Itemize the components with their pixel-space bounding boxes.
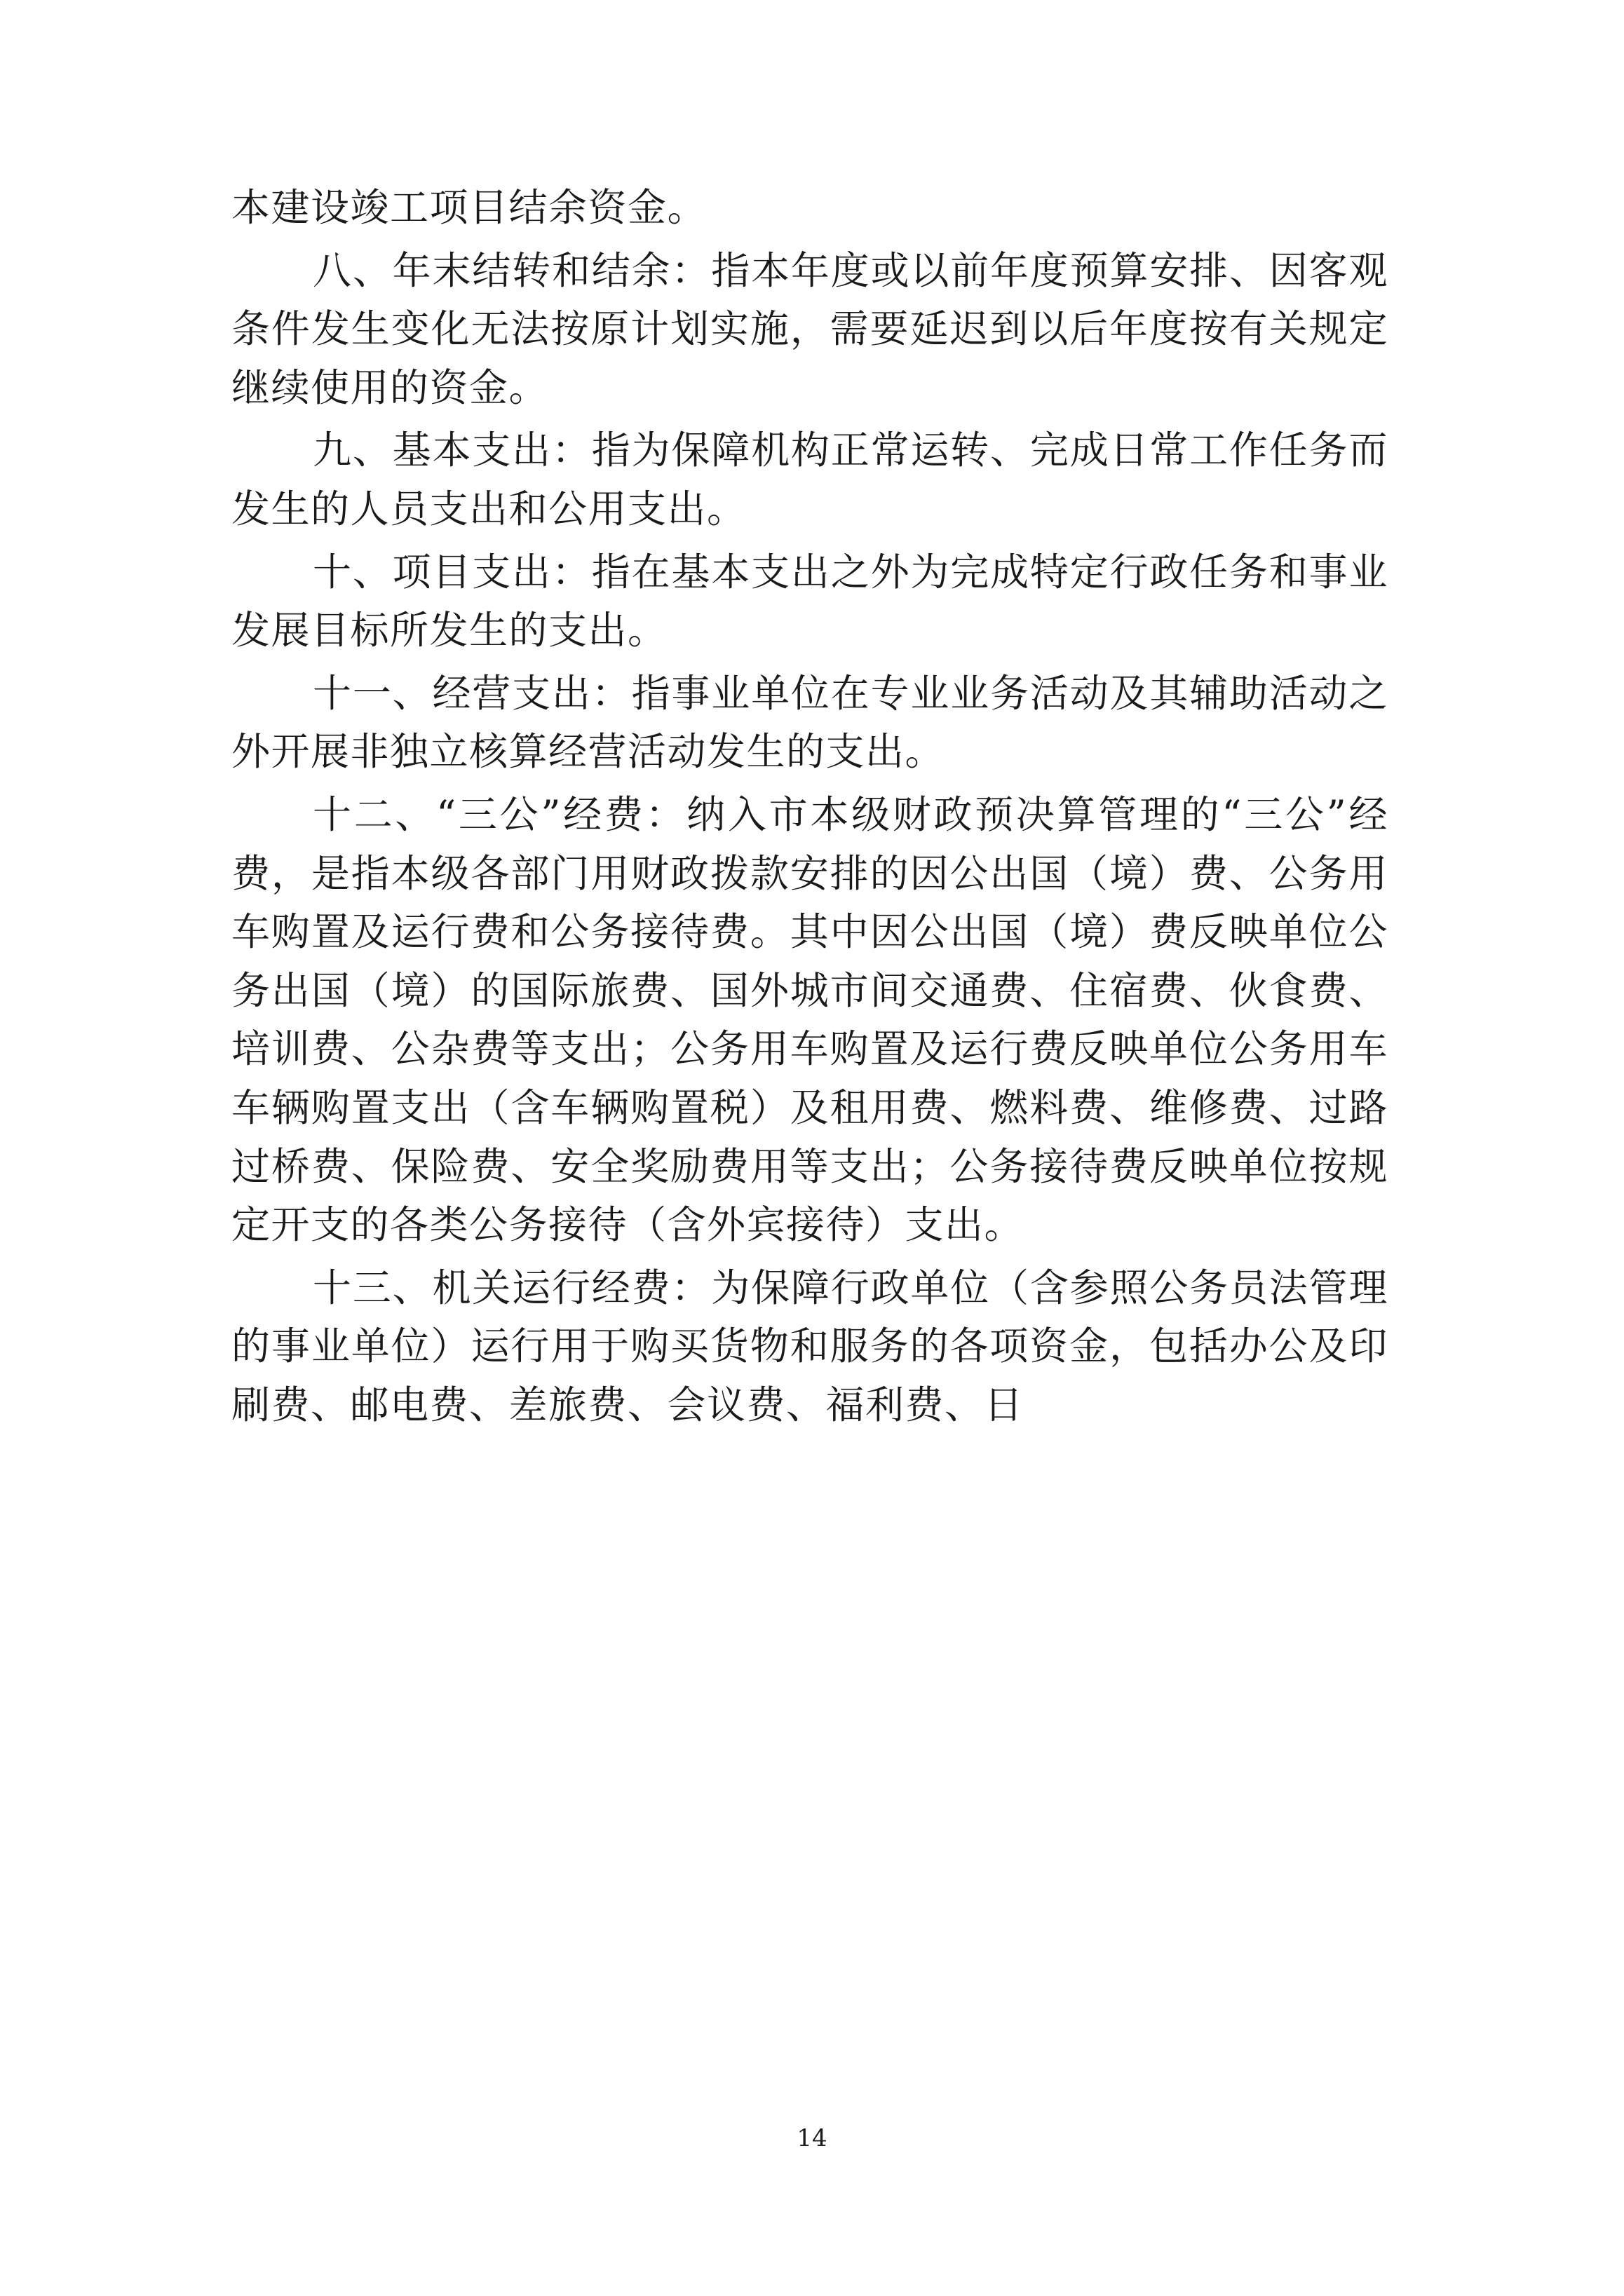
- paragraph-item-11: 十一、经营支出：指事业单位在专业业务活动及其辅助活动之外开展非独立核算经营活动发生的支出。: [231, 670, 1388, 775]
- paragraph-item-8: 八、年末结转和结余：指本年度或以前年度预算安排、因客观条件发生变化无法按原计划实施，需要延迟到以后年度按有关规定继续使用的资金。: [231, 247, 1388, 410]
- paragraph-item-10: 十、项目支出：指在基本支出之外为完成特定行政任务和事业发展目标所发生的支出。: [231, 549, 1388, 653]
- paragraph-item-9: 九、基本支出：指为保障机构正常运转、完成日常工作任务而发生的人员支出和公用支出。: [231, 428, 1388, 531]
- paragraph-item-12: 十二、“三公”经费：纳入市本级财政预决算管理的“三公”经费，是指本级各部门用财政拨款安排的因公出国（境）费、公务用车购置及运行费和公务接待费。其中因公出国（境）费反映单位公务出国（境）的国际旅费、国外城市间交通费、住宿费、伙食费、培训费、公杂费等支出；公务用车购置及运行费反映单位公务用车车辆购置支出（含车辆购置税）及租用费、燃料费、维修费、过路过桥费、保险费、安全奖励费用等支出；公务接待费反映单位按规定开支的各类公务接待（含外宾接待）支出。: [231, 792, 1388, 1248]
- page-number: 14: [797, 2124, 827, 2152]
- paragraph-item-13: 十三、机关运行经费：为保障行政单位（含参照公务员法管理的事业单位）运行用于购买货物和服务的各项资金，包括办公及印刷费、邮电费、差旅费、会议费、福利费、日: [231, 1265, 1388, 1427]
- page-body: [231, 179, 1388, 1439]
- paragraph-continuation: 本建设竣工项目结余资金。: [231, 185, 708, 230]
